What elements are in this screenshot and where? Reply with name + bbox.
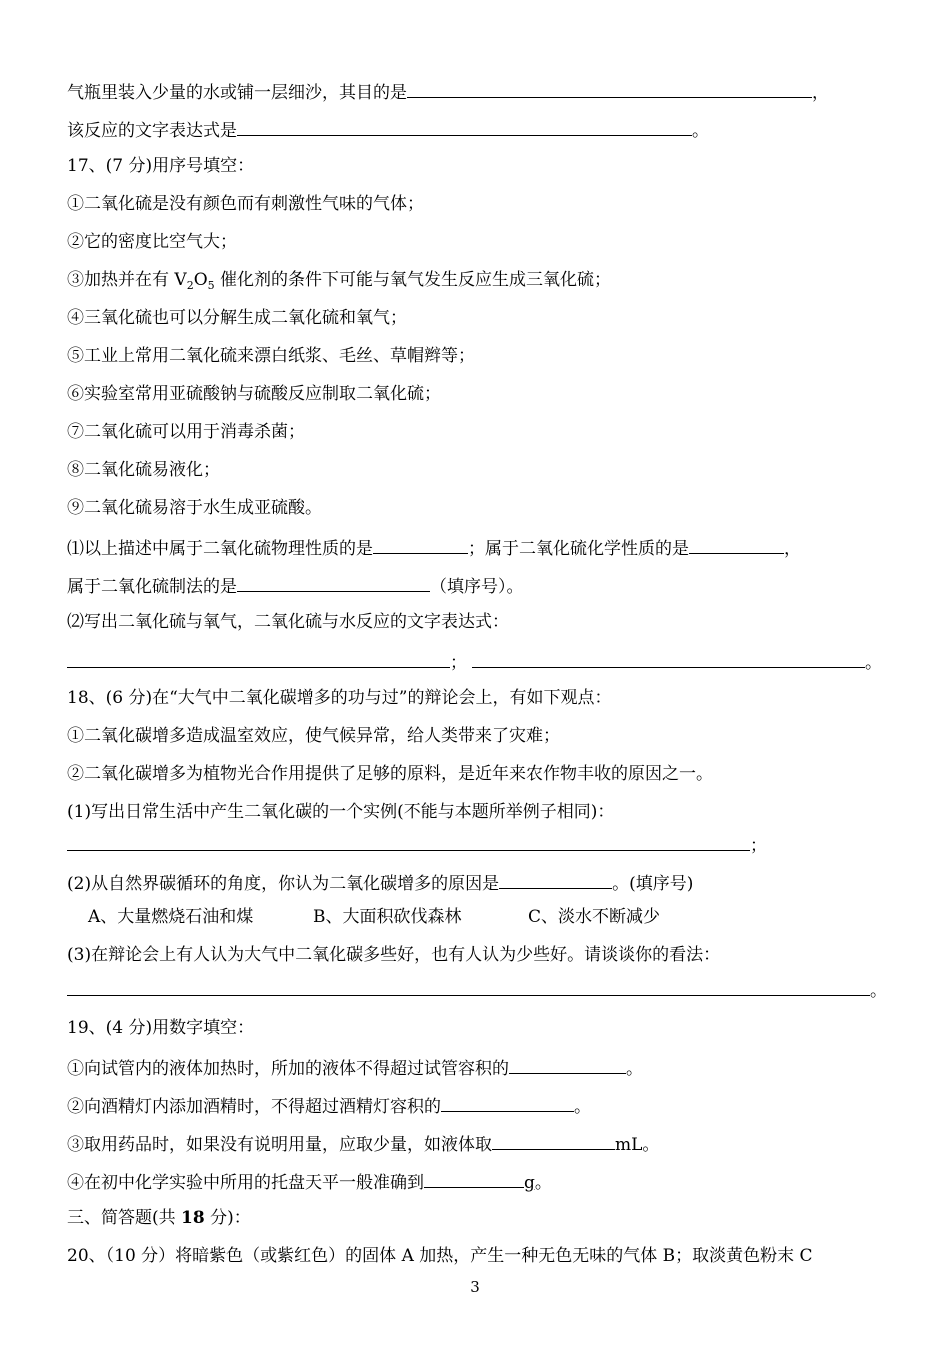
q17-comma: ， bbox=[784, 539, 801, 559]
q18-part2-text: (2)从自然界碳循环的角度，你认为二氧化碳增多的原因是 bbox=[67, 874, 500, 894]
q19-liquid-amount-blank[interactable] bbox=[492, 1131, 615, 1150]
q16-purpose-blank[interactable] bbox=[407, 79, 812, 98]
q17-so2-h2o-equation-blank[interactable] bbox=[472, 649, 865, 668]
q16-equation-text: 该反应的文字表达式是 bbox=[67, 121, 237, 141]
q17-physical-text: ⑴以上描述中属于二氧化硫物理性质的是 bbox=[67, 539, 373, 559]
q16-equation-line bbox=[67, 117, 709, 142]
q18-options bbox=[88, 906, 660, 928]
section-3-pre: 三、简答题(共 bbox=[67, 1208, 182, 1228]
q16-purpose-line bbox=[67, 79, 829, 104]
q18-header: 18、(6 分)在“大气中二氧化碳增多的功与过”的辩论会上，有如下观点： bbox=[67, 688, 612, 708]
q17-header: 17、(7 分)用序号填空： bbox=[67, 156, 255, 176]
q18-option-c: C、淡水不断减少 bbox=[528, 907, 661, 927]
q18-part3-answer-line bbox=[67, 977, 887, 1002]
q19-item-4-unit: g bbox=[524, 1173, 535, 1193]
q17-period: 。 bbox=[865, 653, 882, 673]
q18-part3-text: (3)在辩论会上有人认为大气中二氧化碳多些好，也有人认为少些好。请谈谈你的看法： bbox=[67, 945, 721, 965]
subscript-2: 2 bbox=[186, 279, 194, 292]
q18-opinion-blank[interactable] bbox=[67, 977, 870, 996]
q19-header: 19、(4 分)用数字填空： bbox=[67, 1018, 255, 1038]
q17-part2-text: ⑵写出二氧化硫与氧气，二氧化硫与水反应的文字表达式： bbox=[67, 612, 509, 632]
q18-part1-text: (1)写出日常生活中产生二氧化碳的一个实例(不能与本题所举例子相同)： bbox=[67, 802, 615, 822]
section-3-points: 18 bbox=[181, 1208, 205, 1228]
q17-item-6: ⑥实验室常用亚硫酸钠与硫酸反应制取二氧化硫； bbox=[67, 384, 441, 404]
q17-item-3-o: O bbox=[193, 270, 208, 290]
q19-item-1 bbox=[67, 1055, 643, 1080]
q17-chemical-text: ；属于二氧化硫化学性质的是 bbox=[468, 539, 689, 559]
q17-chemical-blank[interactable] bbox=[689, 535, 784, 554]
q17-part1-line2 bbox=[67, 573, 524, 598]
q17-item-5: ⑤工业上常用二氧化硫来漂白纸浆、毛丝、草帽辫等； bbox=[67, 346, 475, 366]
q16-period: 。 bbox=[692, 121, 709, 141]
q19-item-3 bbox=[67, 1131, 659, 1156]
q18-fill-note: 。(填序号) bbox=[612, 874, 694, 894]
page-number: 3 bbox=[470, 1278, 480, 1296]
q17-item-9: ⑨二氧化硫易溶于水生成亚硫酸。 bbox=[67, 498, 322, 518]
q17-fill-note: （填序号）。 bbox=[430, 577, 524, 597]
q20-text: 20、（10 分）将暗紫色（或紫红色）的固体 A 加热，产生一种无色无味的气体 B；取淡黄色粉末 C bbox=[67, 1246, 813, 1266]
q18-part2-line bbox=[67, 870, 693, 895]
q17-so2-o2-equation-blank[interactable] bbox=[67, 649, 450, 668]
q19-item-2 bbox=[67, 1093, 591, 1118]
subscript-5: 5 bbox=[207, 279, 215, 292]
q19-item-4 bbox=[67, 1169, 552, 1194]
q19-balance-precision-blank[interactable] bbox=[424, 1169, 524, 1188]
q19-item-2-text: ②向酒精灯内添加酒精时，不得超过酒精灯容积的 bbox=[67, 1097, 441, 1117]
q18-part1-answer-line bbox=[67, 832, 767, 857]
q19-item-3-text: ③取用药品时，如果没有说明用量，应取少量，如液体取 bbox=[67, 1135, 492, 1155]
q18-view-2: ②二氧化碳增多为植物光合作用提供了足够的原料，是近年来农作物丰收的原因之一。 bbox=[67, 764, 713, 784]
q18-option-b: B、大面积砍伐森林 bbox=[313, 907, 462, 927]
q17-separator: ； bbox=[450, 653, 467, 673]
q19-item-4-period: 。 bbox=[534, 1173, 552, 1193]
section-3-post: 分)： bbox=[204, 1208, 251, 1228]
q19-item-3-unit: mL。 bbox=[615, 1135, 660, 1155]
q18-example-blank[interactable] bbox=[67, 832, 750, 851]
q16-comma: ， bbox=[812, 83, 829, 103]
section-3-heading bbox=[67, 1207, 251, 1229]
q17-item-2: ②它的密度比空气大； bbox=[67, 232, 237, 252]
q16-equation-blank[interactable] bbox=[237, 117, 692, 136]
q17-preparation-blank[interactable] bbox=[237, 573, 430, 592]
q17-item-4: ④三氧化硫也可以分解生成二氧化硫和氧气； bbox=[67, 308, 407, 328]
q18-reason-blank[interactable] bbox=[499, 870, 612, 889]
q17-physical-blank[interactable] bbox=[373, 535, 468, 554]
q17-item-1: ①二氧化硫是没有颜色而有刺激性气味的气体； bbox=[67, 194, 424, 214]
q19-item-2-period: 。 bbox=[574, 1097, 591, 1117]
q19-alcohol-lamp-blank[interactable] bbox=[441, 1093, 574, 1112]
q17-item-3-pre: ③加热并在有 V bbox=[67, 270, 187, 290]
q18-view-1: ①二氧化碳增多造成温室效应，使气候异常，给人类带来了灾难； bbox=[67, 726, 560, 746]
q17-item-3 bbox=[67, 269, 611, 293]
q19-item-4-text: ④在初中化学实验中所用的托盘天平一般准确到 bbox=[67, 1173, 424, 1193]
q17-part2-answer-line bbox=[67, 649, 882, 674]
q19-test-tube-blank[interactable] bbox=[509, 1055, 626, 1074]
q18-semicolon: ； bbox=[750, 836, 767, 856]
q17-preparation-text: 属于二氧化硫制法的是 bbox=[67, 577, 237, 597]
q17-item-3-post: 催化剂的条件下可能与氧气发生反应生成三氧化硫； bbox=[214, 270, 612, 290]
q16-purpose-text: 气瓶里装入少量的水或铺一层细沙，其目的是 bbox=[67, 83, 407, 103]
q17-item-7: ⑦二氧化硫可以用于消毒杀菌； bbox=[67, 422, 305, 442]
q18-option-a: A、大量燃烧石油和煤 bbox=[88, 907, 254, 927]
q19-item-1-period: 。 bbox=[626, 1059, 643, 1079]
q17-part1-line1 bbox=[67, 535, 801, 560]
q18-period: 。 bbox=[870, 981, 887, 1001]
q17-item-8: ⑧二氧化硫易液化； bbox=[67, 460, 220, 480]
q19-item-1-text: ①向试管内的液体加热时，所加的液体不得超过试管容积的 bbox=[67, 1059, 509, 1079]
